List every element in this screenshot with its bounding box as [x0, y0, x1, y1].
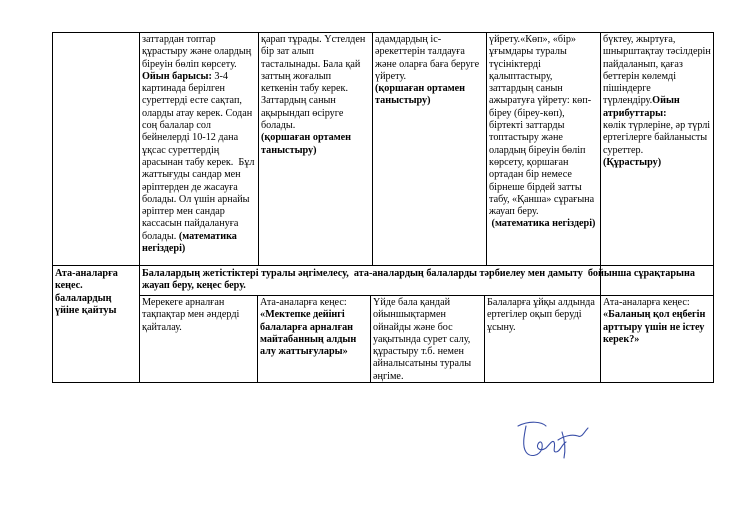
parents-cell-col5	[485, 296, 600, 382]
top-cell-col3	[259, 33, 372, 265]
parents-row-header: Балалардың жетістіктері туралы әңгімелесу, ата-аналардың балаларды тәрбиелеу мен дамыту бойынша сұрақтарына жауап беру, кеңес беру.	[142, 268, 698, 292]
cell-text: көлік түрлеріне, әр түрлі ертегілерге байланысты суреттер.	[603, 120, 711, 156]
signature-image	[512, 418, 592, 462]
cell-text: 3-4 картинада берілген суреттерді есте сақтап, оларды атау керек. Содан соң балалар сол бейнелерді 10-12 дана ұқсас суреттердің арасынан табу керек. Бұл жаттығуды сандар мен әріптерден де жасауға болады. Ол үшін арнайы әріптер мен сандар кассасын пайдалануға болады.	[142, 70, 258, 242]
cell-text: бүктеу, жыртуға, шнырштақтау тәсілдерін пайдаланып, қағаз беттерін көлемді пішіндерге түрлендіру.	[603, 34, 714, 107]
cell-text: Ата-аналарға кеңес:	[260, 297, 347, 308]
top-cell-col6	[601, 33, 713, 265]
cell-text: қарап тұрады. Үстелден бір зат алып тасталынады. Бала қай заттың жоғалып кеткенін табу керек. Заттардың санын ақырындап өсіруге болады.	[261, 34, 366, 132]
cell-bold-text: (қоршаған ортамен таныстыру)	[261, 132, 354, 156]
cell-bold-text: Ойын атрибуттары:	[603, 95, 683, 119]
cell-bold-text: «Баланың қол еңбегін арттыру үшін не істеу керек?»	[603, 309, 708, 345]
top-cell-col4	[373, 33, 486, 265]
cell-bold-text: (қоршаған ортамен таныстыру)	[375, 83, 468, 107]
cell-bold-text: (математика негіздері)	[491, 218, 596, 230]
cell-text: Ата-аналарға кеңес:	[603, 297, 690, 308]
parents-row-label: Ата-аналарға кеңес. балалардың үйіне қайтуы	[55, 268, 121, 316]
cell-bold-text: (математика негіздері)	[142, 230, 240, 255]
cell-text: Үйде бала қандай ойыншықтармен ойнайды және бос уақытында сурет салу, құрастыру т.б. немен айналысатыны туралы әңгіме.	[373, 297, 474, 382]
parents-cell-col2	[140, 296, 257, 382]
cell-text: адамдардың іс-әрекеттерін талдауға және оларға баға беруге үйрету.	[375, 34, 480, 82]
top-cell-col2	[140, 33, 258, 265]
col-border-6	[713, 32, 714, 383]
top-cell-col5	[487, 33, 600, 265]
parents-cell-col3	[258, 296, 370, 382]
cell-bold-text: Ойын барысы:	[142, 70, 215, 82]
row-divider-1	[52, 265, 713, 266]
cell-bold-text: «Мектепке дейінгі балаларға арналған майтабанның алдын алу жаттығулары»	[260, 309, 359, 358]
cell-text: Мерекеге арналған тақпақтар мен әндерді қайталау.	[142, 297, 242, 333]
cell-text: Балаларға ұйқы алдында ертегілер оқып беруді ұсыну.	[487, 297, 598, 333]
cell-text: заттардан топтар құрастыру және олардың біреуін бөліп көрсету.	[142, 34, 252, 70]
parents-cell-col6	[601, 296, 713, 382]
parents-cell-col4	[371, 296, 484, 382]
cell-text: үйрету.«Көп», «бір» ұғымдары туралы түсініктерді қалыптастыру, заттардың санын ажыратуға үйрету: көп-біреу (біреу-көп), біртекті заттарды топтастыру және олардың біреуін бөліп көрсету, қоршаған ортадан бір немесе бірнеше бірдей затты табу, «Қанша» сұрағына жауап беру.	[489, 34, 595, 218]
cell-bold-text: (Құрастыру)	[603, 156, 662, 168]
